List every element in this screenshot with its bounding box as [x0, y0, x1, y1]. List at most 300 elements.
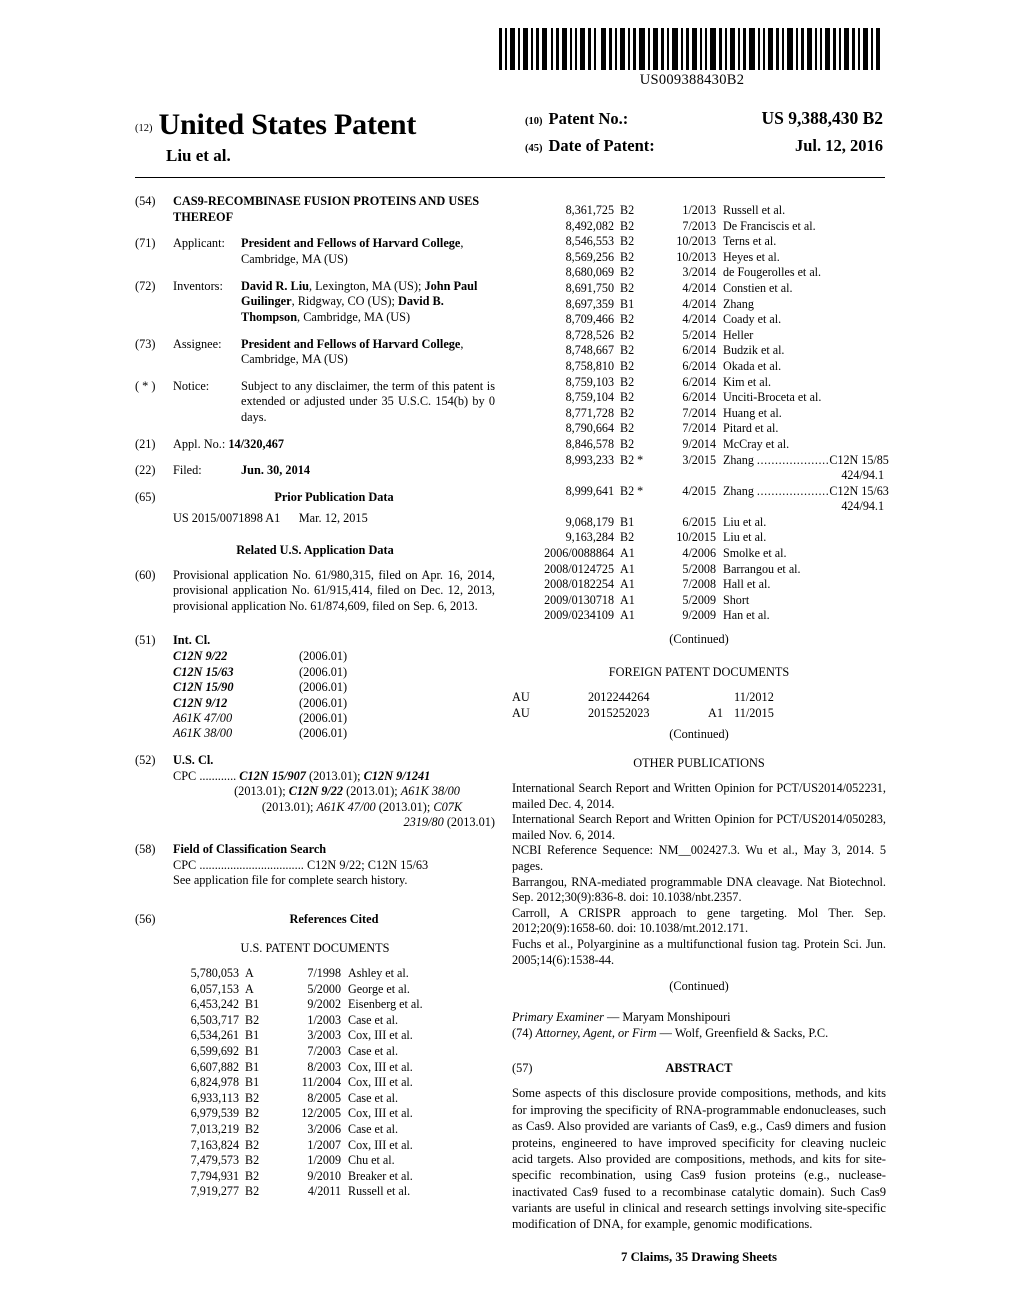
reference-number: 7,163,824 — [190, 1137, 239, 1152]
us-cl-body — [173, 753, 495, 831]
field-58-search — [135, 842, 495, 889]
reference-row — [518, 281, 886, 297]
reference-assignee-name: Chu et al. — [348, 1153, 395, 1168]
primary-examiner-value: — Maryam Monshipouri — [603, 1009, 731, 1024]
reference-assignee-name: Heyes et al. — [723, 249, 780, 264]
continued-marker-2: (Continued) — [669, 726, 729, 741]
int-cl-version: (2006.01) — [299, 710, 348, 725]
publication-entry: NCBI Reference Sequence: NM__002427.3. Wu et al., May 3, 2014. 5 pages. — [512, 843, 886, 873]
reference-kind-code: B2 — [245, 1090, 260, 1105]
field-51-int-cl — [135, 633, 495, 742]
reference-assignee-name — [723, 453, 829, 469]
reference-number: 8,748,667 — [565, 343, 614, 358]
abstract-text: Some aspects of this disclosure provide compositions, methods, and kits for improving the specificity of RNA-programmable endonucleases, such as Cas9. Also provided are variants of Cas9, e.g., Cas9 dimers and fusion proteins, engineered to have improved specificity for cleaving nucleic acid targets. Also provided are compositions, methods, and kits for site-specific recombination, using Cas9 fusion proteins (e.g., nuclease-inactivated Cas9 fused to a recombinase catalytic domain). Such Cas9 variants are useful in clinical and research settings involving site-specific modification of DNA, for example, genomic modifications. — [512, 1086, 886, 1232]
foreign-reference-number: 2012244264 — [588, 690, 650, 705]
reference-name-text: Zhang — [723, 483, 757, 498]
filed-label: Filed: — [173, 463, 202, 478]
reference-number: 7,919,277 — [190, 1184, 239, 1199]
int-cl-row — [173, 665, 495, 680]
reference-number: 6,824,978 — [190, 1075, 239, 1090]
cpc-ver-2: (2013.01); — [234, 784, 289, 799]
reference-kind-code: B2 — [620, 218, 635, 233]
reference-date: 9/2002 — [307, 997, 341, 1012]
cpc-code-1: C12N 15/907 — [239, 768, 306, 783]
reference-date: 1/2003 — [307, 1012, 341, 1027]
reference-date: 1/2007 — [307, 1137, 341, 1152]
field-65-num: (65) — [135, 489, 156, 504]
inventor-3-name: David B. Thompson — [241, 294, 444, 324]
reference-assignee-name: Breaker et al. — [348, 1168, 413, 1183]
int-cl-version: (2006.01) — [299, 664, 348, 679]
reference-number: 2009/0130718 — [544, 592, 614, 607]
reference-number: 8,709,466 — [565, 312, 614, 327]
reference-row — [518, 343, 886, 359]
related-app-text: Provisional application No. 61/980,315, filed on Apr. 16, 2014, provisional application No. 61/915,414, filed on Dec. 12, 2013, provisional application No. 61/874,609, filed on Sep. 6, 2013. — [173, 567, 495, 613]
int-cl-row — [173, 696, 495, 711]
field-72-num: (72) — [135, 278, 156, 293]
reference-kind-code: B2 — [620, 405, 635, 420]
reference-kind-code: B1 — [245, 1044, 260, 1059]
reference-date: 7/2014 — [682, 405, 716, 420]
related-app-heading: Related U.S. Application Data — [236, 543, 394, 557]
header-divider — [135, 177, 885, 178]
cpc-label: CPC — [173, 768, 197, 783]
reference-classification-sub: 424/94.1 — [841, 468, 884, 483]
barcode-number: US009388430B2 — [639, 72, 745, 88]
inventor-1-address: , Lexington, MA (US); — [309, 278, 422, 293]
reference-row — [153, 1122, 495, 1138]
reference-assignee-name: Cox, III et al. — [348, 1028, 413, 1043]
masthead — [135, 108, 885, 170]
reference-assignee-name: Barrangou et al. — [723, 561, 801, 576]
foreign-patent-documents-table — [512, 690, 886, 721]
reference-date: 5/2014 — [682, 327, 716, 342]
reference-number: 6,599,692 — [190, 1044, 239, 1059]
cpc-ver-5: (2013.01); — [375, 799, 434, 814]
int-cl-row — [173, 726, 495, 741]
reference-assignee-name — [723, 484, 829, 500]
field-60-num: (60) — [135, 567, 156, 582]
assignee-address: , Cambridge, MA (US) — [241, 336, 464, 367]
other-publications-heading: OTHER PUBLICATIONS — [633, 756, 765, 771]
reference-assignee-name: McCray et al. — [723, 436, 790, 451]
reference-kind-code: B2 * — [620, 483, 644, 498]
reference-date: 6/2014 — [682, 343, 716, 358]
reference-number: 8,680,069 — [565, 265, 614, 280]
publication-entry: International Search Report and Written Opinion for PCT/US2014/050283, mailed Nov. 6, 2014. — [512, 812, 886, 842]
other-publications-list — [512, 781, 886, 968]
abstract-heading: ABSTRACT — [665, 1060, 733, 1075]
reference-assignee-name: Case et al. — [348, 1121, 399, 1136]
abstract-header-row — [512, 1061, 886, 1077]
references-body — [173, 912, 495, 928]
reference-row — [518, 250, 886, 266]
filed-value: Jun. 30, 2014 — [241, 463, 311, 478]
reference-kind-code: B2 — [620, 249, 635, 264]
foreign-patent-documents-heading: FOREIGN PATENT DOCUMENTS — [608, 664, 790, 679]
reference-kind-code: B2 — [620, 421, 635, 436]
applicant-address: , Cambridge, MA (US) — [241, 236, 464, 267]
reference-classification-sub: 424/94.1 — [841, 499, 884, 514]
reference-number: 2006/0088864 — [544, 546, 614, 561]
reference-date: 4/2006 — [682, 546, 716, 561]
reference-assignee-name: Smolke et al. — [723, 546, 787, 561]
int-cl-list — [173, 649, 495, 742]
reference-kind-code: B2 * — [620, 452, 644, 467]
reference-kind-code: A1 — [620, 577, 635, 592]
reference-kind-code: B2 — [245, 1153, 260, 1168]
reference-row — [518, 593, 886, 609]
reference-kind-code: B1 — [245, 1075, 260, 1090]
reference-assignee-name: Cox, III et al. — [348, 1075, 413, 1090]
reference-assignee-name: Huang et al. — [723, 405, 782, 420]
reference-kind-code: B2 — [620, 280, 635, 295]
reference-kind-code: B2 — [245, 1012, 260, 1027]
reference-row — [153, 966, 495, 982]
foreign-kind-code: A1 — [708, 705, 724, 720]
reference-date: 4/2014 — [682, 296, 716, 311]
field-notice — [135, 379, 495, 426]
reference-kind-code: B1 — [620, 514, 635, 529]
reference-number: 8,361,725 — [565, 203, 614, 217]
reference-row — [518, 483, 889, 500]
cpc-ver-6: (2013.01) — [443, 815, 495, 830]
reference-row — [518, 608, 886, 624]
assignee-label: Assignee: — [173, 336, 222, 351]
abstract-num: (57) — [512, 1060, 533, 1075]
us-patent-documents-heading: U.S. PATENT DOCUMENTS — [240, 941, 390, 956]
reference-date: 4/2015 — [682, 483, 716, 498]
notice-label: Notice: — [173, 378, 210, 393]
code-12: (12) — [135, 123, 153, 134]
reference-assignee-name: Case et al. — [348, 1012, 399, 1027]
reference-assignee-name: Liu et al. — [723, 530, 767, 545]
reference-row — [518, 437, 886, 453]
attorney-value: — Wolf, Greenfield & Sacks, P.C. — [656, 1025, 829, 1040]
reference-assignee-name: Hall et al. — [723, 577, 771, 592]
reference-number: 8,771,728 — [565, 405, 614, 420]
reference-number: 2009/0234109 — [544, 608, 614, 623]
assignee-name: President and Fellows of Harvard College — [241, 336, 461, 351]
reference-row — [518, 390, 886, 406]
reference-date: 6/2015 — [682, 514, 716, 529]
patent-number-row — [525, 108, 885, 129]
inventor-2-address: , Ridgway, CO (US); — [291, 294, 395, 309]
reference-date: 10/2013 — [676, 249, 716, 264]
reference-kind-code: B2 — [620, 390, 635, 405]
reference-number: 6,979,539 — [190, 1106, 239, 1121]
search-body — [173, 842, 495, 889]
int-cl-body — [173, 633, 495, 742]
cpc-ver-1: (2013.01); — [305, 768, 364, 783]
us-cl-line-3 — [173, 800, 495, 816]
reference-number: 7,794,931 — [190, 1168, 239, 1183]
reference-number: 8,790,664 — [565, 421, 614, 436]
reference-kind-code: B2 — [620, 327, 635, 342]
reference-row — [518, 312, 886, 328]
reference-number: 8,728,526 — [565, 327, 614, 342]
prior-pub-body — [173, 490, 495, 527]
us-cl-line-1 — [173, 769, 495, 785]
reference-date: 8/2005 — [307, 1090, 341, 1105]
notice-text: Subject to any disclaimer, the term of this patent is extended or adjusted under 35 U.S.C. 154(b) by 0 days. — [241, 378, 495, 424]
int-cl-version: (2006.01) — [299, 726, 348, 741]
foreign-reference-row — [512, 690, 886, 706]
masthead-left — [135, 108, 525, 166]
reference-assignee-name: Constien et al. — [723, 280, 793, 295]
search-note: See application file for complete search history. — [173, 873, 408, 888]
applicant-value — [241, 236, 495, 267]
reference-number: 8,691,750 — [565, 280, 614, 295]
reference-row — [518, 297, 886, 313]
reference-row — [153, 1044, 495, 1060]
page-title: United States Patent — [158, 108, 417, 141]
publication-entry: International Search Report and Written Opinion for PCT/US2014/052231, mailed Dec. 4, 2014. — [512, 780, 886, 811]
masthead-right — [525, 108, 885, 156]
primary-examiner-label: Primary Examiner — [512, 1009, 604, 1024]
cpc-code-3: C12N 9/22 — [288, 784, 344, 799]
reference-number: 5,780,053 — [190, 966, 239, 981]
barcode-block — [497, 28, 887, 89]
int-cl-code: C12N 9/22 — [173, 649, 228, 664]
reference-assignee-name: Heller — [723, 327, 754, 342]
reference-kind-code: B2 — [620, 234, 635, 249]
reference-date: 1/2013 — [682, 203, 716, 217]
reference-date: 7/2003 — [307, 1044, 341, 1059]
field-73-assignee — [135, 337, 495, 368]
foreign-reference-row — [512, 706, 886, 722]
field-52-us-cl — [135, 753, 495, 831]
reference-date: 3/2006 — [307, 1121, 341, 1136]
reference-date: 8/2003 — [307, 1059, 341, 1074]
attorney-num: (74) — [512, 1025, 533, 1040]
reference-row — [518, 203, 886, 219]
inventor-3-address: , Cambridge, MA (US) — [297, 309, 411, 324]
cpc-code-4: A61K 38/00 — [400, 784, 460, 799]
foreign-country-code: AU — [512, 705, 530, 720]
reference-kind-code: B2 — [620, 358, 635, 373]
cpc-ver-4: (2013.01); — [261, 799, 317, 814]
attorney-row — [512, 1026, 886, 1042]
field-60-related — [135, 568, 495, 615]
reference-assignee-name: Cox, III et al. — [348, 1059, 413, 1074]
reference-number: 9,068,179 — [565, 514, 614, 529]
reference-date: 7/1998 — [307, 966, 341, 981]
reference-row — [518, 359, 886, 375]
prior-pub-date: Mar. 12, 2015 — [298, 511, 368, 526]
int-cl-code: C12N 15/90 — [173, 680, 234, 695]
reference-date: 3/2003 — [307, 1028, 341, 1043]
reference-date: 4/2014 — [682, 312, 716, 327]
reference-classification: C12N 15/63 — [829, 483, 889, 498]
reference-row — [153, 1091, 495, 1107]
reference-date: 9/2010 — [307, 1168, 341, 1183]
reference-assignee-name: Ashley et al. — [348, 966, 409, 981]
reference-number: 6,453,242 — [190, 997, 239, 1012]
reference-kind-code: B1 — [245, 997, 260, 1012]
attorney-label: Attorney, Agent, or Firm — [535, 1025, 657, 1040]
reference-assignee-name: Budzik et al. — [723, 343, 785, 358]
reference-row — [153, 1060, 495, 1076]
reference-date: 1/2009 — [307, 1153, 341, 1168]
reference-assignee-name: Cox, III et al. — [348, 1137, 413, 1152]
primary-examiner-row — [512, 1010, 886, 1026]
foreign-reference-number: 2015252023 — [588, 705, 650, 720]
reference-date: 7/2013 — [682, 218, 716, 233]
reference-row — [153, 1106, 495, 1122]
appl-no-label: Appl. No.: — [173, 436, 226, 451]
field-21-num: (21) — [135, 436, 156, 451]
reference-name-text: Zhang — [723, 452, 757, 467]
reference-number: 8,759,103 — [565, 374, 614, 389]
inventors-value — [241, 279, 495, 326]
cpc-code-5: A61K 47/00 — [316, 799, 376, 814]
reference-assignee-name: Coady et al. — [723, 312, 782, 327]
reference-number: 8,993,233 — [565, 452, 614, 467]
inventor-short-line: Liu et al. — [166, 146, 231, 165]
reference-number: 6,933,113 — [191, 1090, 239, 1105]
reference-number: 9,163,284 — [565, 530, 614, 545]
reference-number: 2008/0124725 — [544, 561, 614, 576]
cpc-code-6: C07K — [433, 799, 463, 814]
reference-row — [518, 375, 886, 391]
code-45: (45) — [525, 143, 543, 154]
reference-row — [518, 421, 886, 437]
reference-row — [153, 1184, 495, 1200]
appl-no-value: 14/320,467 — [228, 436, 285, 451]
inventor-2-name: John Paul Guilinger — [241, 278, 478, 309]
reference-number: 8,569,256 — [565, 249, 614, 264]
patent-date-row — [525, 136, 885, 156]
reference-date: 7/2014 — [682, 421, 716, 436]
reference-kind-code: A1 — [620, 608, 635, 623]
reference-kind-code: B2 — [245, 1106, 260, 1121]
field-65-prior-pub — [135, 490, 495, 527]
field-54-num: (54) — [135, 194, 156, 208]
reference-kind-code: B2 — [620, 312, 635, 327]
code-10: (10) — [525, 116, 543, 127]
reference-assignee-name: Terns et al. — [723, 234, 777, 249]
foreign-country-code: AU — [512, 690, 530, 705]
search-cpc-label: CPC — [173, 857, 197, 872]
field-58-num: (58) — [135, 842, 156, 856]
reference-date: 5/2000 — [307, 981, 341, 996]
int-cl-code: C12N 9/12 — [173, 695, 228, 710]
cpc-code-2: C12N 9/1241 — [363, 768, 431, 783]
invention-title: CAS9-RECOMBINASE FUSION PROTEINS AND USES THEREOF — [173, 194, 480, 224]
reference-kind-code: B2 — [245, 1184, 260, 1199]
patent-no-value: US 9,388,430 B2 — [761, 108, 883, 128]
int-cl-row — [173, 680, 495, 695]
reference-number: 2008/0182254 — [544, 577, 614, 592]
reference-row — [518, 265, 886, 281]
reference-row — [153, 1153, 495, 1169]
us-patent-documents-table-continued — [512, 203, 889, 624]
date-of-patent-value: Jul. 12, 2016 — [794, 136, 883, 155]
reference-row — [153, 982, 495, 998]
reference-dots: .................... — [756, 452, 830, 467]
reference-row — [153, 1169, 495, 1185]
continued-marker-3: (Continued) — [669, 979, 729, 994]
field-51-num: (51) — [135, 633, 156, 648]
examiner-block — [512, 1010, 886, 1042]
reference-number: 6,057,153 — [190, 981, 239, 996]
reference-row — [518, 406, 886, 422]
cpc-dots: ............ — [199, 768, 237, 783]
field-52-num: (52) — [135, 752, 156, 767]
applicant-label: Applicant: — [173, 236, 225, 251]
reference-date: 6/2014 — [682, 358, 716, 373]
applicant-name: President and Fellows of Harvard College — [241, 236, 461, 251]
reference-row — [518, 546, 886, 562]
field-22-num: (22) — [135, 463, 156, 478]
foreign-reference-date: 11/2015 — [734, 705, 774, 720]
right-column — [512, 194, 889, 1265]
cpc-ver-3: (2013.01); — [343, 784, 401, 799]
int-cl-code: A61K 38/00 — [173, 726, 233, 741]
reference-kind-code: B2 — [245, 1121, 260, 1136]
reference-kind-code: B2 — [620, 374, 635, 389]
field-56-references — [135, 912, 495, 928]
reference-kind-code: A1 — [620, 561, 635, 576]
reference-assignee-name: Cox, III et al. — [348, 1106, 413, 1121]
reference-date: 6/2014 — [682, 374, 716, 389]
int-cl-code: C12N 15/63 — [173, 664, 234, 679]
reference-date: 9/2014 — [682, 436, 716, 451]
int-cl-row — [173, 711, 495, 726]
reference-assignee-name: Short — [723, 592, 750, 607]
reference-row — [153, 1138, 495, 1154]
reference-assignee-name: Eisenberg et al. — [348, 997, 423, 1012]
us-cl-heading: U.S. Cl. — [173, 752, 214, 767]
reference-date: 10/2013 — [676, 234, 716, 249]
reference-number: 8,758,810 — [565, 358, 614, 373]
reference-row — [153, 997, 495, 1013]
reference-kind-code: B1 — [245, 1028, 260, 1043]
reference-row — [518, 577, 886, 593]
reference-row — [153, 1028, 495, 1044]
patent-title-line — [135, 108, 525, 142]
int-cl-version: (2006.01) — [299, 680, 348, 695]
reference-assignee-name: Russell et al. — [723, 203, 786, 217]
reference-kind-code: B2 — [620, 530, 635, 545]
search-cpc-dots: .................................. — [199, 857, 304, 872]
reference-dots: .................... — [756, 483, 830, 498]
inventors-label: Inventors: — [173, 278, 223, 293]
reference-kind-code: B2 — [245, 1137, 260, 1152]
reference-number: 7,479,573 — [190, 1153, 239, 1168]
notice-num: ( * ) — [135, 378, 156, 393]
references-cited-heading: References Cited — [289, 911, 379, 926]
us-cl-line-4 — [173, 815, 495, 831]
reference-date: 6/2014 — [682, 390, 716, 405]
reference-date: 5/2009 — [682, 592, 716, 607]
reference-number: 8,999,641 — [565, 483, 614, 498]
field-54-title — [135, 194, 495, 225]
continued-marker-1: (Continued) — [669, 632, 729, 647]
reference-row — [518, 530, 886, 546]
reference-kind-code: B2 — [620, 265, 635, 280]
barcode-image — [497, 28, 885, 70]
search-cpc-value: C12N 9/22; C12N 15/63 — [306, 857, 429, 872]
reference-date: 4/2014 — [682, 280, 716, 295]
reference-number: 6,607,882 — [190, 1059, 239, 1074]
field-71-num: (71) — [135, 236, 156, 251]
reference-date: 9/2009 — [682, 608, 716, 623]
reference-assignee-name: Unciti-Broceta et al. — [723, 390, 822, 405]
reference-kind-code: B1 — [245, 1059, 260, 1074]
reference-row — [518, 452, 889, 469]
